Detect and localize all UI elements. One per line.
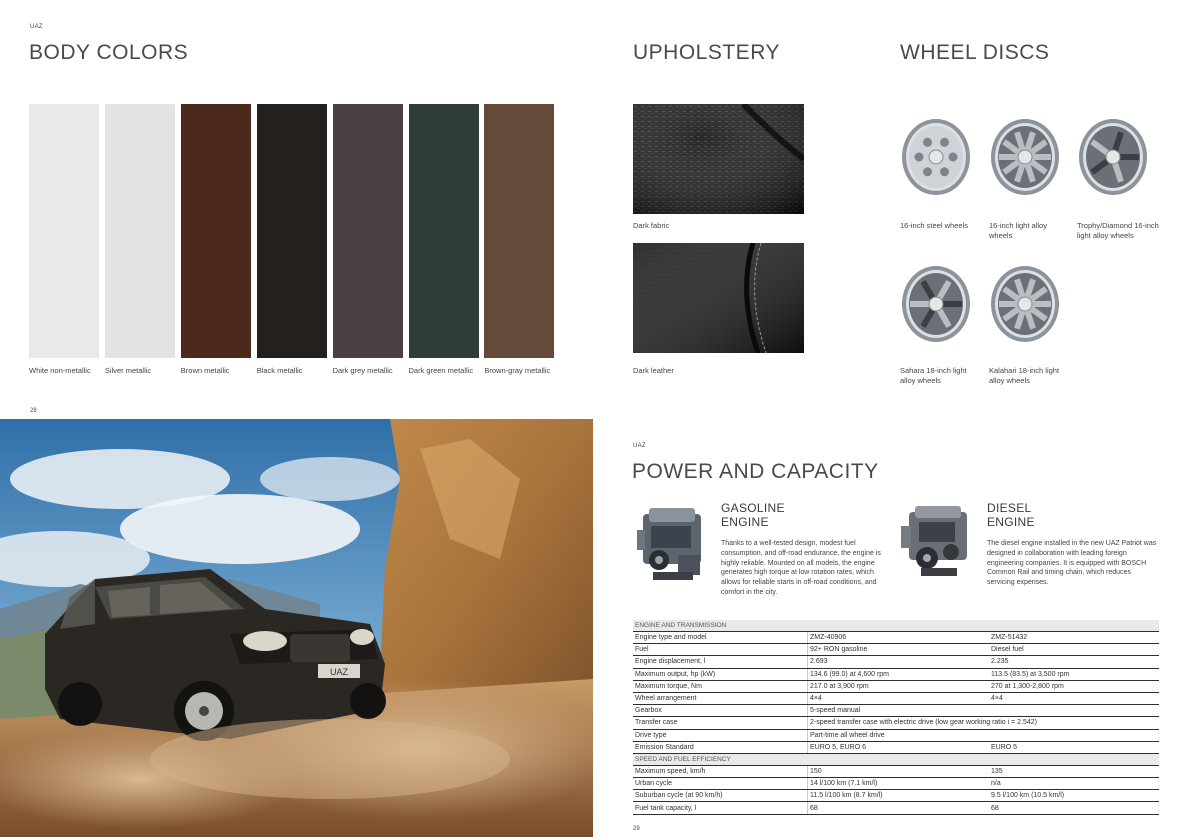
specifications-table	[633, 620, 1159, 815]
power-capacity-title: POWER AND CAPACITY	[632, 460, 879, 483]
wheel-disc-image	[900, 115, 972, 199]
table-row	[633, 729, 1159, 741]
spec-value-gasoline: ZMZ-40906	[808, 632, 989, 644]
upholstery-title: UPHOLSTERY	[633, 41, 780, 64]
upholstery-fabric-label: Dark fabric	[633, 221, 670, 230]
spec-value-gasoline: 150	[808, 765, 989, 777]
table-row	[633, 790, 1159, 802]
body-colors-title: BODY COLORS	[29, 41, 189, 64]
brand-label-left: UAZ	[30, 24, 43, 30]
wheel-disc-image	[989, 262, 1061, 346]
table-section-title: ENGINE AND TRANSMISSION	[633, 620, 1159, 632]
diesel-engine-image	[899, 500, 979, 582]
table-row	[633, 632, 1159, 644]
spec-value-shared: 2-speed transfer case with electric drive (low gear working ratio i = 2.542)	[808, 717, 1160, 729]
gasoline-engine-title-1: GASOLINE	[721, 501, 785, 515]
spec-label: Drive type	[633, 729, 808, 741]
spec-value-diesel: ZMZ-51432	[989, 632, 1160, 644]
spec-label: Gearbox	[633, 705, 808, 717]
spec-label: Transfer case	[633, 717, 808, 729]
table-row	[633, 656, 1159, 668]
wheel-disc-label: Sahara 18-inch light alloy wheels	[900, 366, 967, 385]
color-swatch	[181, 104, 251, 358]
spec-label: Engine displacement, l	[633, 656, 808, 668]
page-number-right: 29	[633, 826, 640, 832]
spec-label: Maximum torque, Nm	[633, 680, 808, 692]
wheel-disc-label: 16-inch light alloy wheels	[989, 221, 1047, 240]
table-row	[633, 668, 1159, 680]
wheel-disc-label: Kalahari 18-inch light alloy wheels	[989, 366, 1060, 385]
color-swatch	[333, 104, 403, 358]
wheel-disc-image	[900, 262, 972, 346]
table-section-header	[633, 753, 1159, 765]
table-section-header	[633, 620, 1159, 632]
table-row	[633, 705, 1159, 717]
spec-value-gasoline: 11.5 l/100 km (8.7 km/l)	[808, 790, 989, 802]
spec-label: Engine type and model	[633, 632, 808, 644]
spec-label: Maximum output, hp (kW)	[633, 668, 808, 680]
spec-label: Fuel tank capacity, l	[633, 802, 808, 814]
color-swatch	[257, 104, 327, 358]
color-swatch-label: Brown-gray metallic	[484, 366, 551, 375]
spec-value-diesel: 4×4	[989, 692, 1160, 704]
diesel-engine-title-1: DIESEL	[987, 501, 1032, 515]
spec-value-diesel: 113.5 (83.5) at 3,500 rpm	[989, 668, 1160, 680]
spec-value-diesel: 270 at 1,300-2,800 rpm	[989, 680, 1160, 692]
spec-value-gasoline: 2.693	[808, 656, 989, 668]
spec-value-diesel: Diesel fuel	[989, 644, 1160, 656]
color-swatch-label: Dark green metallic	[408, 366, 474, 375]
spec-value-gasoline: 217.0 at 3,900 rpm	[808, 680, 989, 692]
wheel-disc-label: Trophy/Diamond 16-inch light alloy wheels	[1077, 221, 1159, 240]
table-row	[633, 765, 1159, 777]
color-swatch	[29, 104, 99, 358]
spec-value-diesel: EURO 5	[989, 741, 1160, 753]
brand-label-right: UAZ	[633, 443, 646, 449]
spec-value-diesel: 135	[989, 765, 1160, 777]
wheel-disc-label: 16-inch steel wheels	[900, 221, 968, 230]
spec-label: Fuel	[633, 644, 808, 656]
color-swatch-label: Black metallic	[256, 366, 303, 375]
table-row	[633, 741, 1159, 753]
spec-label: Urban cycle	[633, 778, 808, 790]
color-swatch	[409, 104, 479, 358]
spec-label: Maximum speed, km/h	[633, 765, 808, 777]
gasoline-engine-description: Thanks to a well-tested design, modest fuel consumption, and off-road endurance, the engine is highly reliable. Mounted on all models, the engine generates high torque at low rotation rates, which allows for reliable starts in off-road conditions, and comfort in the city.	[721, 540, 881, 596]
spec-value-diesel: 9.5 l/100 km (10.5 km/l)	[989, 790, 1160, 802]
spec-label: Wheel arrangement	[633, 692, 808, 704]
color-swatch-label: White non-metallic	[29, 366, 91, 375]
spec-value-diesel: 2.235	[989, 656, 1160, 668]
color-swatch-label: Brown metallic	[180, 366, 230, 375]
wheel-disc-image	[989, 115, 1061, 199]
table-row	[633, 692, 1159, 704]
color-swatch	[105, 104, 175, 358]
spec-label: Emission Standard	[633, 741, 808, 753]
gasoline-engine-image	[633, 500, 713, 590]
vehicle-photo	[0, 419, 593, 837]
upholstery-leather-image	[633, 243, 804, 353]
spec-value-gasoline: 134.6 (99.0) at 4,600 rpm	[808, 668, 989, 680]
spec-value-shared: Part-time all wheel drive	[808, 729, 1160, 741]
license-plate: UAZ	[330, 667, 348, 677]
spec-value-gasoline: 68	[808, 802, 989, 814]
color-swatch	[484, 104, 554, 358]
spec-value-gasoline: EURO 5, EURO 6	[808, 741, 989, 753]
table-section-title: SPEED AND FUEL EFFICIENCY	[633, 753, 1159, 765]
diesel-engine-title-2: ENGINE	[987, 515, 1035, 529]
spec-value-gasoline: 92+ RON gasoline	[808, 644, 989, 656]
spec-value-diesel: 68	[989, 802, 1160, 814]
spec-value-gasoline: 4×4	[808, 692, 989, 704]
table-row	[633, 644, 1159, 656]
table-row	[633, 802, 1159, 814]
upholstery-fabric-image	[633, 104, 804, 214]
diesel-engine-description: The diesel engine installed in the new UAZ Patriot was designed in collaboration with leading foreign engineering companies. It is equipped with BOSCH Common Rail and timing chain, which reduces servicing expenses.	[987, 540, 1157, 587]
spec-label: Suburban cycle (at 90 km/h)	[633, 790, 808, 802]
wheel-disc-image	[1077, 115, 1149, 199]
spec-value-diesel: n/a	[989, 778, 1160, 790]
upholstery-leather-label: Dark leather	[633, 366, 674, 375]
table-row	[633, 680, 1159, 692]
color-swatch-label: Dark grey metallic	[332, 366, 393, 375]
table-row	[633, 717, 1159, 729]
gasoline-engine-title-2: ENGINE	[721, 515, 769, 529]
page-number-left: 28	[30, 408, 37, 414]
wheel-discs-title: WHEEL DISCS	[900, 41, 1050, 64]
spec-value-shared: 5-speed manual	[808, 705, 1160, 717]
table-row	[633, 778, 1159, 790]
spec-value-gasoline: 14 l/100 km (7.1 km/l)	[808, 778, 989, 790]
color-swatch-label: Silver metallic	[104, 366, 152, 375]
